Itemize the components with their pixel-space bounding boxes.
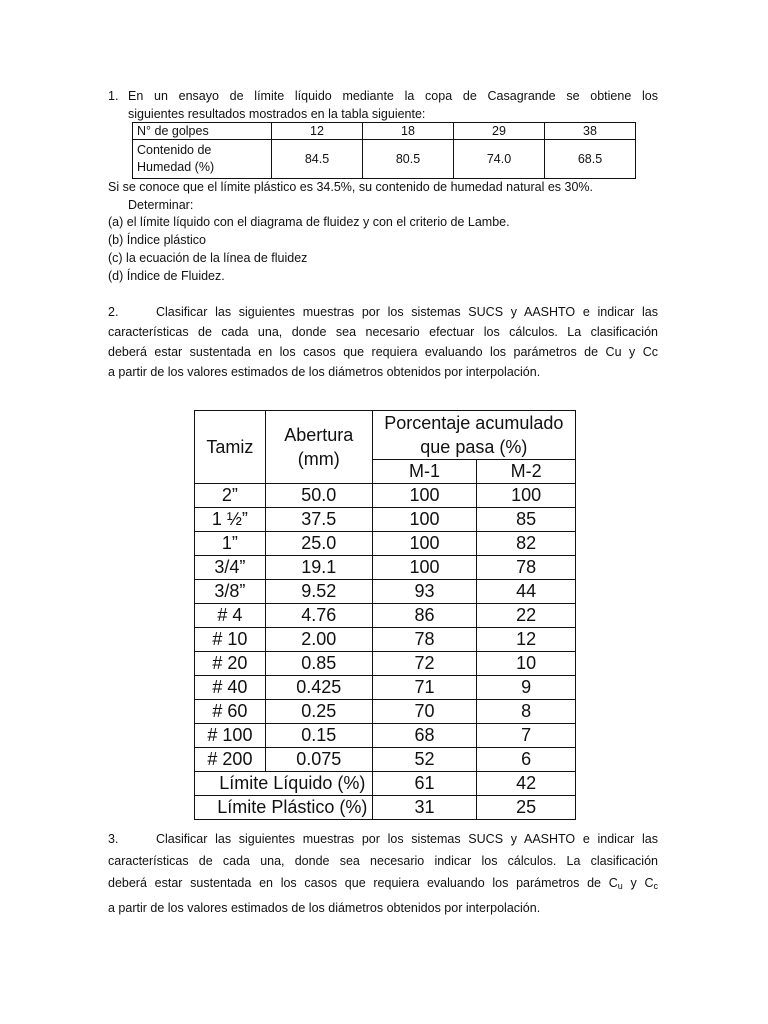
sieve-tamiz: # 60 (195, 700, 266, 724)
sieve-tamiz: # 200 (195, 748, 266, 772)
sieve-m2: 8 (477, 700, 576, 724)
sieve-m1: 100 (372, 556, 477, 580)
question-1-number: 1. (108, 89, 119, 103)
humedad-label: Contenido de Humedad (%) (133, 140, 272, 179)
humedad-value: 68.5 (545, 140, 636, 179)
question-2-line-2: características de cada una, donde sea necesario efectuar los cálculos. La clasificación (108, 325, 658, 339)
table-row (195, 532, 576, 556)
list-item: (d) Índice de Fluidez. (108, 269, 225, 283)
sieve-m1: 52 (372, 748, 477, 772)
humedad-value: 84.5 (272, 140, 363, 179)
header-m1: M-1 (372, 460, 477, 484)
table-row (195, 724, 576, 748)
table-row (195, 700, 576, 724)
table-row (195, 604, 576, 628)
sieve-m2: 78 (477, 556, 576, 580)
golpes-value: 38 (545, 123, 636, 140)
sieve-m2: 82 (477, 532, 576, 556)
sieve-abertura: 25.0 (265, 532, 372, 556)
header-abertura: Abertura (mm) (265, 411, 372, 484)
question-2-line-4: a partir de los valores estimados de los diámetros obtenidos por interpolación. (108, 365, 541, 379)
sieve-m1: 93 (372, 580, 477, 604)
sieve-abertura: 0.25 (265, 700, 372, 724)
sieve-m1: 86 (372, 604, 477, 628)
sieve-m1: 100 (372, 532, 477, 556)
sieve-abertura: 19.1 (265, 556, 372, 580)
table-row (195, 580, 576, 604)
question-1 (108, 87, 658, 123)
question-1-line-2: siguientes resultados mostrados en la tabla siguiente: (128, 107, 426, 121)
sieve-abertura: 0.85 (265, 652, 372, 676)
sieve-m2: 22 (477, 604, 576, 628)
list-item: (c) la ecuación de la línea de fluidez (108, 251, 308, 265)
golpes-value: 12 (272, 123, 363, 140)
limite-liquido-label: Límite Líquido (%) (195, 772, 373, 796)
list-item: (a) el límite líquido con el diagrama de fluidez y con el criterio de Lambe. (108, 215, 510, 229)
sieve-tamiz: 1 ½” (195, 508, 266, 532)
determinar-label: Determinar: (128, 198, 194, 212)
question-3-number: 3. (108, 832, 119, 846)
sieve-abertura: 50.0 (265, 484, 372, 508)
header-porcentaje: Porcentaje acumulado que pasa (%) (372, 411, 575, 460)
sieve-abertura: 4.76 (265, 604, 372, 628)
header-m2: M-2 (477, 460, 576, 484)
humedad-value: 74.0 (454, 140, 545, 179)
limite-liquido-m1: 61 (372, 772, 477, 796)
question-2-line-1: Clasificar las siguientes muestras por los sistemas SUCS y AASHTO e indicar las (156, 305, 658, 319)
sieve-abertura: 2.00 (265, 628, 372, 652)
list-item: (b) Índice plástico (108, 233, 206, 247)
golpes-label: N° de golpes (133, 123, 272, 140)
humedad-value: 80.5 (363, 140, 454, 179)
sieve-tamiz: 1” (195, 532, 266, 556)
sieve-abertura: 0.15 (265, 724, 372, 748)
sieve-tamiz: # 100 (195, 724, 266, 748)
table-row (195, 556, 576, 580)
sieve-m1: 68 (372, 724, 477, 748)
limite-plastico-label: Límite Plástico (%) (195, 796, 373, 820)
table-row (195, 772, 576, 796)
question-3-line-1: Clasificar las siguientes muestras por los sistemas SUCS y AASHTO e indicar las (156, 832, 658, 846)
sieve-tamiz: 3/4” (195, 556, 266, 580)
sieve-m2: 7 (477, 724, 576, 748)
sieve-tamiz: # 10 (195, 628, 266, 652)
question-3-line-3: deberá estar sustentada en los casos que requiera evaluando los parámetros de $C_u$ y $C_c$ (108, 876, 658, 891)
table-row (133, 123, 636, 140)
sieve-m1: 78 (372, 628, 477, 652)
limite-liquido-m2: 42 (477, 772, 576, 796)
sieve-abertura: 37.5 (265, 508, 372, 532)
question-3-line-4: a partir de los valores estimados de los diámetros obtenidos por interpolación. (108, 901, 541, 915)
sieve-m1: 71 (372, 676, 477, 700)
table-row (195, 652, 576, 676)
question-3 (108, 828, 658, 919)
table-row (195, 676, 576, 700)
question-1-line-1: En un ensayo de límite líquido mediante la copa de Casagrande se obtiene los (128, 89, 658, 103)
golpes-value: 18 (363, 123, 454, 140)
sieve-tamiz: # 4 (195, 604, 266, 628)
sieve-m2: 9 (477, 676, 576, 700)
question-1-given: Si se conoce que el límite plástico es 34.5%, su contenido de humedad natural es 30%. (108, 180, 594, 194)
sieve-abertura: 0.425 (265, 676, 372, 700)
sieve-m1: 100 (372, 484, 477, 508)
header-tamiz: Tamiz (195, 411, 266, 484)
table-row (195, 628, 576, 652)
question-2 (108, 302, 658, 382)
sieve-m1: 70 (372, 700, 477, 724)
table-row (195, 748, 576, 772)
table-row (195, 796, 576, 820)
question-2-number: 2. (108, 305, 119, 319)
sieve-m2: 85 (477, 508, 576, 532)
sieve-m2: 10 (477, 652, 576, 676)
sieve-m2: 100 (477, 484, 576, 508)
sieve-tamiz: # 20 (195, 652, 266, 676)
table-row (133, 140, 636, 179)
sieve-tamiz: # 40 (195, 676, 266, 700)
sieve-table (194, 410, 576, 820)
limite-plastico-m1: 31 (372, 796, 477, 820)
question-2-line-3: deberá estar sustentada en los casos que requiera evaluando los parámetros de Cu y Cc (108, 345, 658, 359)
sieve-m1: 100 (372, 508, 477, 532)
sieve-tamiz: 3/8” (195, 580, 266, 604)
table-row (195, 508, 576, 532)
sieve-m2: 6 (477, 748, 576, 772)
sieve-m1: 72 (372, 652, 477, 676)
casagrande-table (132, 122, 636, 179)
sieve-m2: 44 (477, 580, 576, 604)
sieve-abertura: 0.075 (265, 748, 372, 772)
limite-plastico-m2: 25 (477, 796, 576, 820)
table-row (195, 484, 576, 508)
golpes-value: 29 (454, 123, 545, 140)
sieve-m2: 12 (477, 628, 576, 652)
sieve-abertura: 9.52 (265, 580, 372, 604)
sieve-tamiz: 2” (195, 484, 266, 508)
question-3-line-2: características de cada una, donde sea necesario indicar los cálculos. La clasificación (108, 854, 658, 868)
